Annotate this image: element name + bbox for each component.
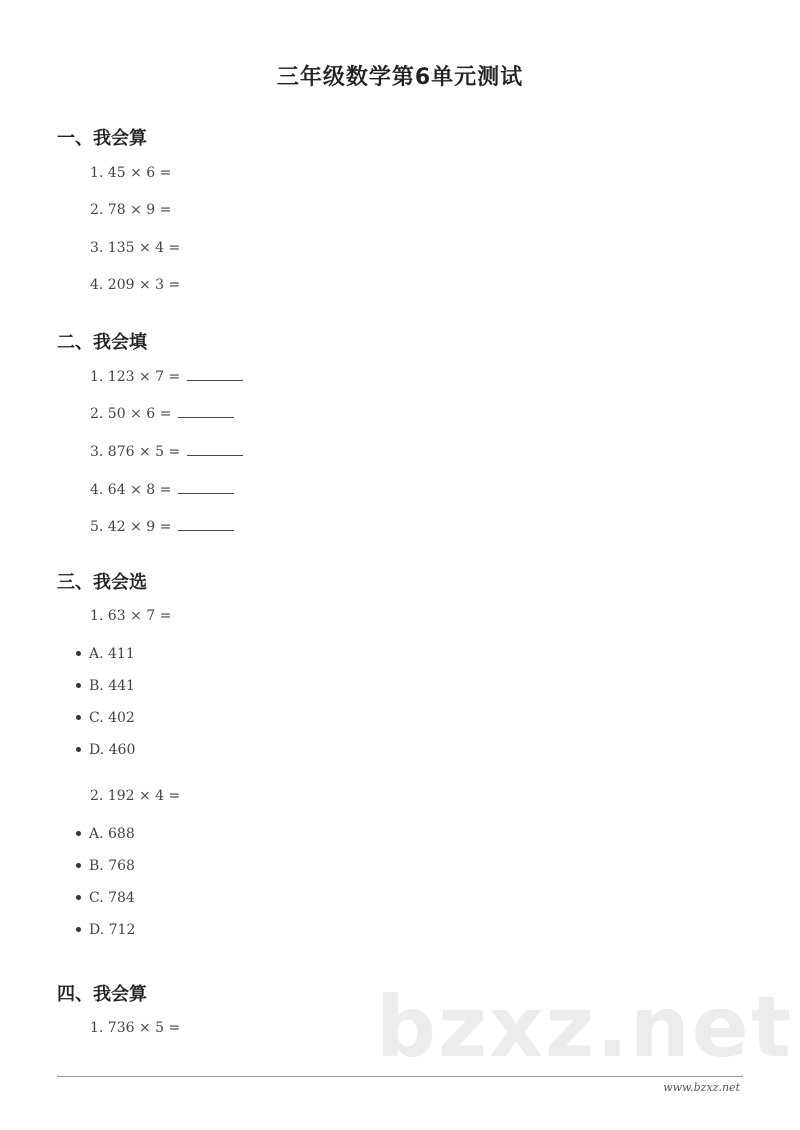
section-heading-2: 二、我会填: [57, 332, 147, 353]
answer-blank[interactable]: [187, 443, 243, 456]
question-text: 3. 876 × 5 =: [90, 444, 181, 460]
question-2-5: [90, 518, 234, 535]
bullet-icon: [76, 831, 81, 836]
watermark: bzxz.net: [376, 978, 793, 1076]
answer-blank[interactable]: [178, 405, 234, 418]
option-label: D. 712: [89, 922, 136, 938]
option-label: D. 460: [89, 742, 136, 758]
question-3-1: 1. 63 × 7 =: [90, 608, 172, 624]
question-3-2: 2. 192 × 4 =: [90, 788, 181, 804]
question-1-4: 4. 209 × 3 =: [90, 277, 181, 293]
bullet-icon: [76, 651, 81, 656]
option-item[interactable]: [76, 858, 135, 874]
bullet-icon: [76, 927, 81, 932]
footer-url: www.bzxz.net: [663, 1081, 740, 1094]
question-1-2: 2. 78 × 9 =: [90, 202, 172, 218]
section-heading-1: 一、我会算: [57, 128, 147, 149]
option-label: B. 441: [89, 678, 135, 694]
option-item[interactable]: [76, 826, 135, 842]
bullet-icon: [76, 683, 81, 688]
question-text: 1. 123 × 7 =: [90, 369, 181, 385]
option-item[interactable]: [76, 890, 135, 906]
question-2-3: [90, 443, 243, 460]
question-2-4: [90, 481, 234, 498]
question-4-1: 1. 736 × 5 =: [90, 1020, 181, 1036]
option-item[interactable]: [76, 742, 135, 758]
question-text: 4. 64 × 8 =: [90, 482, 172, 498]
option-label: B. 768: [89, 858, 135, 874]
bullet-icon: [76, 895, 81, 900]
option-label: C. 784: [89, 890, 135, 906]
page-title: 三年级数学第6单元测试: [276, 65, 524, 90]
option-item[interactable]: [76, 922, 135, 938]
option-item[interactable]: [76, 678, 135, 694]
question-text: 2. 50 × 6 =: [90, 406, 172, 422]
bullet-icon: [76, 747, 81, 752]
question-1-1: 1. 45 × 6 =: [90, 165, 172, 181]
option-label: A. 411: [89, 646, 135, 662]
section-heading-4: 四、我会算: [57, 984, 147, 1005]
option-item[interactable]: [76, 710, 135, 726]
option-item[interactable]: [76, 646, 135, 662]
question-2-2: [90, 405, 234, 422]
answer-blank[interactable]: [178, 518, 234, 531]
bullet-icon: [76, 715, 81, 720]
question-1-3: 3. 135 × 4 =: [90, 240, 181, 256]
question-2-1: [90, 368, 243, 385]
question-text: 5. 42 × 9 =: [90, 519, 172, 535]
option-label: A. 688: [89, 826, 135, 842]
option-label: C. 402: [89, 710, 135, 726]
bullet-icon: [76, 863, 81, 868]
section-heading-3: 三、我会选: [57, 572, 147, 593]
answer-blank[interactable]: [178, 481, 234, 494]
footer-divider: [57, 1076, 743, 1077]
answer-blank[interactable]: [187, 368, 243, 381]
